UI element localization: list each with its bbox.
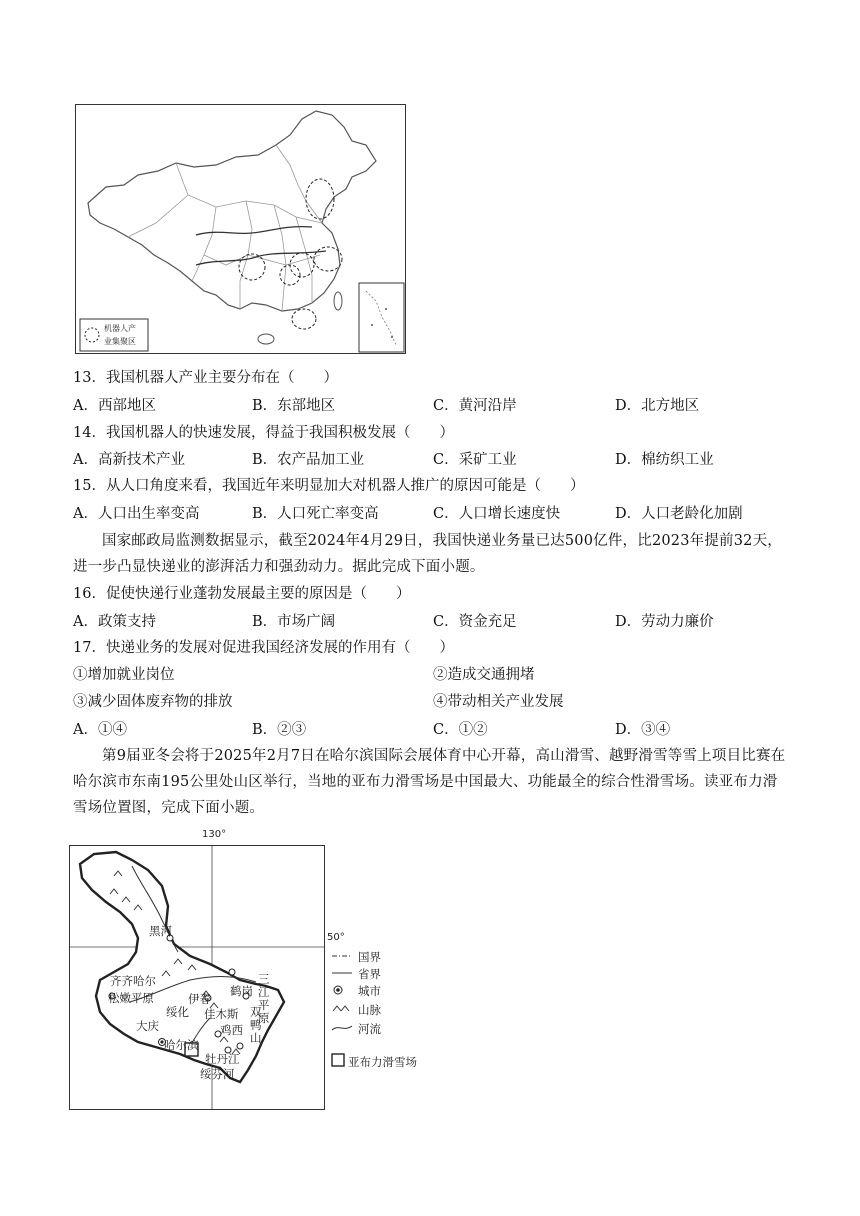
question-15-option-a: A．人口出生率变高 [73,506,200,522]
question-13-option-c: C．黄河沿岸 [433,398,517,414]
question-16-option-d: D．劳动力廉价 [615,614,714,630]
map1-legend-line2: 业集聚区 [104,337,136,346]
question-13-stem: 13．我国机器人产业主要分布在（ ） [73,370,338,386]
question-16-stem: 16．促使快递行业蓬勃发展最主要的原因是（ ） [73,586,411,602]
question-16-option-b: B．市场广阔 [252,614,336,630]
city-label-harbin: 哈尔滨 [164,1038,199,1052]
legend-city: 城市 [358,984,381,998]
legend-national-border: 国界 [358,950,381,964]
city-label-daqing: 大庆 [136,1019,159,1033]
legend-provincial-border: 省界 [358,967,381,981]
question-17-item-2: ②造成交通拥堵 [433,667,535,683]
question-15-option-c: C．人口增长速度快 [433,506,561,522]
city-label-yichun: 伊春 [188,992,211,1006]
label-sanjiang-plain: 三江平原 [258,972,270,1025]
question-14-option-b: B．农产品加工业 [252,452,365,468]
legend-yabuli-ski-resort: 亚布力滑雪场 [348,1055,417,1069]
passage-express-delivery: 国家邮政局监测数据显示，截至2024年4月29日，我国快递业务量已达500亿件，比2023年提前32天，进一步凸显快递业的澎湃活力和强劲动力。据此完成下面小题。 [73,533,783,575]
question-17-item-4: ④带动相关产业发展 [433,694,564,710]
question-14-option-c: C．采矿工业 [433,452,517,468]
city-label-jixi: 鸡西 [220,1023,243,1037]
question-15-option-b: B．人口死亡率变高 [252,506,379,522]
question-16-option-c: C．资金充足 [433,614,517,630]
question-14-option-a: A．高新技术产业 [73,452,185,468]
question-17-item-1: ①增加就业岗位 [73,667,175,683]
city-label-suihua: 绥化 [166,1005,189,1019]
question-17-stem: 17．快递业务的发展对促进我国经济发展的作用有（ ） [73,640,454,656]
question-13-option-b: B．东部地区 [252,398,336,414]
city-label-suifenhe: 绥芬河 [200,1067,235,1081]
question-14-option-d: D．棉纺织工业 [615,452,714,468]
map1-legend-line1: 机器人产 [104,324,136,333]
latitude-label: 50° [327,932,345,943]
question-17-option-b: B．②③ [252,722,307,738]
question-17-option-c: C．①② [433,722,488,738]
legend-river: 河流 [358,1022,381,1036]
yabuli-location-map [69,845,325,1110]
question-17-item-3: ③减少固体废弃物的排放 [73,694,233,710]
passage-asian-winter-games: 第9届亚冬会将于2025年2月7日在哈尔滨国际会展体育中心开幕，高山滑雪、越野滑雪等雪上项目比赛在哈尔滨市东南195公里处山区举行，当地的亚布力滑雪场是中国最大、功能最全的综合性滑雪场。读亚布力滑雪场位置图，完成下面小题。 [73,748,786,816]
question-15-option-d: D．人口老龄化加剧 [615,506,743,522]
question-14-stem: 14．我国机器人的快速发展，得益于我国积极发展（ ） [73,425,454,441]
city-label-mudanjiang: 牡丹江 [205,1052,240,1066]
question-15-stem: 15．从人口角度来看，我国近年来明显加大对机器人推广的原因可能是（ ） [73,478,585,494]
label-songnen-plain: 松嫩平原 [108,991,154,1005]
question-16-option-a: A．政策支持 [73,614,156,630]
legend-mountain: 山脉 [358,1003,381,1017]
question-17-option-d: D．③④ [615,722,671,738]
city-label-jiamusi: 佳木斯 [204,1007,239,1021]
city-label-shuangyashan: 双鸭山 [250,1005,262,1045]
city-label-qiqihar: 齐齐哈尔 [110,974,156,988]
city-label-heihe: 黑河 [149,924,172,938]
longitude-label: 130° [202,829,227,840]
china-robot-map [75,104,406,354]
question-13-option-d: D．北方地区 [615,398,700,414]
question-13-option-a: A．西部地区 [73,398,156,414]
question-17-option-a: A．①④ [73,722,127,738]
city-label-hegang: 鹤岗 [230,984,253,998]
